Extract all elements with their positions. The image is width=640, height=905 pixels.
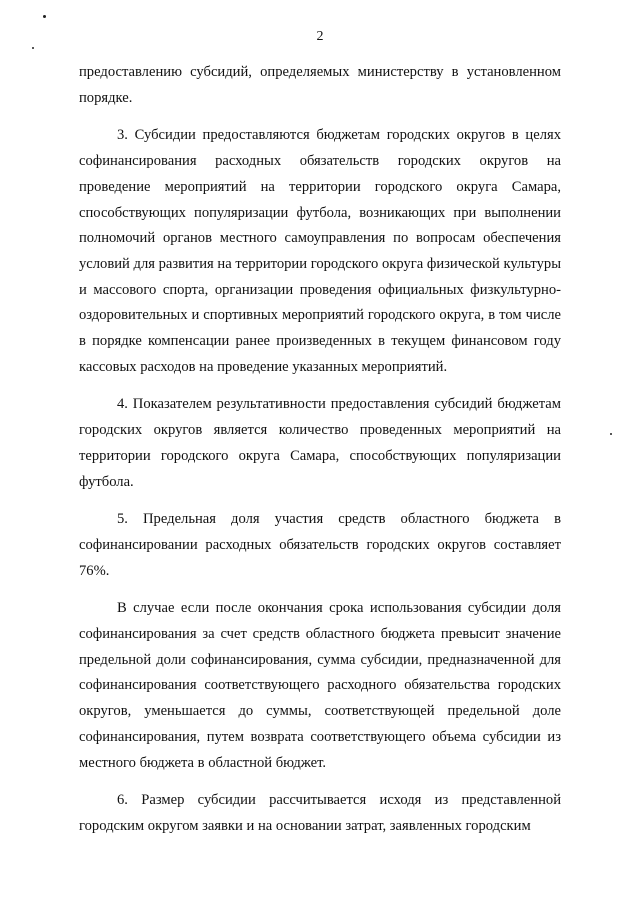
paragraph-item-3: 3. Субсидии предоставляются бюджетам городских округов в целях софинансирования расходных обязательств городских округов на проведение мероприятий на территории городского округа Самара, способствующих популяризации футбола, возникающих при выполнении полномочий органов местного самоуправления по вопросам обеспечения условий для развития на территории городского округа физической культуры и массового спорта, организации проведения официальных физкультурно-оздоровительных и спортивных мероприятий городского округа, в том числе в порядке компенсации ранее произведенных в текущем финансовом году кассовых расходов на проведение указанных мероприятий.: [79, 127, 561, 375]
body-text: [79, 60, 561, 852]
scan-speck: [32, 47, 34, 49]
scan-speck: [43, 15, 46, 18]
page-number: 2: [316, 29, 324, 44]
paragraph-item-4: 4. Показателем результативности предоставления субсидий бюджетам городских округов является количество проведенных мероприятий на территории городского округа Самара, способствующих популяризации футбола.: [79, 396, 561, 490]
paragraph-item-6: 6. Размер субсидии рассчитывается исходя из представленной городским округом заявки и на основании затрат, заявленных городским: [79, 792, 561, 834]
scan-speck: [610, 433, 612, 435]
paragraph-item-5: 5. Предельная доля участия средств областного бюджета в софинансировании расходных обязательств городских округов составляет 76%.: [79, 511, 561, 579]
paragraph-continuation: предоставлению субсидий, определяемых министерству в установленном порядке.: [79, 64, 561, 106]
paragraph-refund-condition: В случае если после окончания срока использования субсидии доля софинансирования за счет средств областного бюджета превысит значение предельной доли софинансирования, сумма субсидии, предназначенной для софинансирования соответствующего расходного обязательства городских округов, уменьшается до суммы, соответствующей предельной доле софинансирования, путем возврата соответствующего объема субсидии из местного бюджета в областной бюджет.: [79, 600, 561, 771]
